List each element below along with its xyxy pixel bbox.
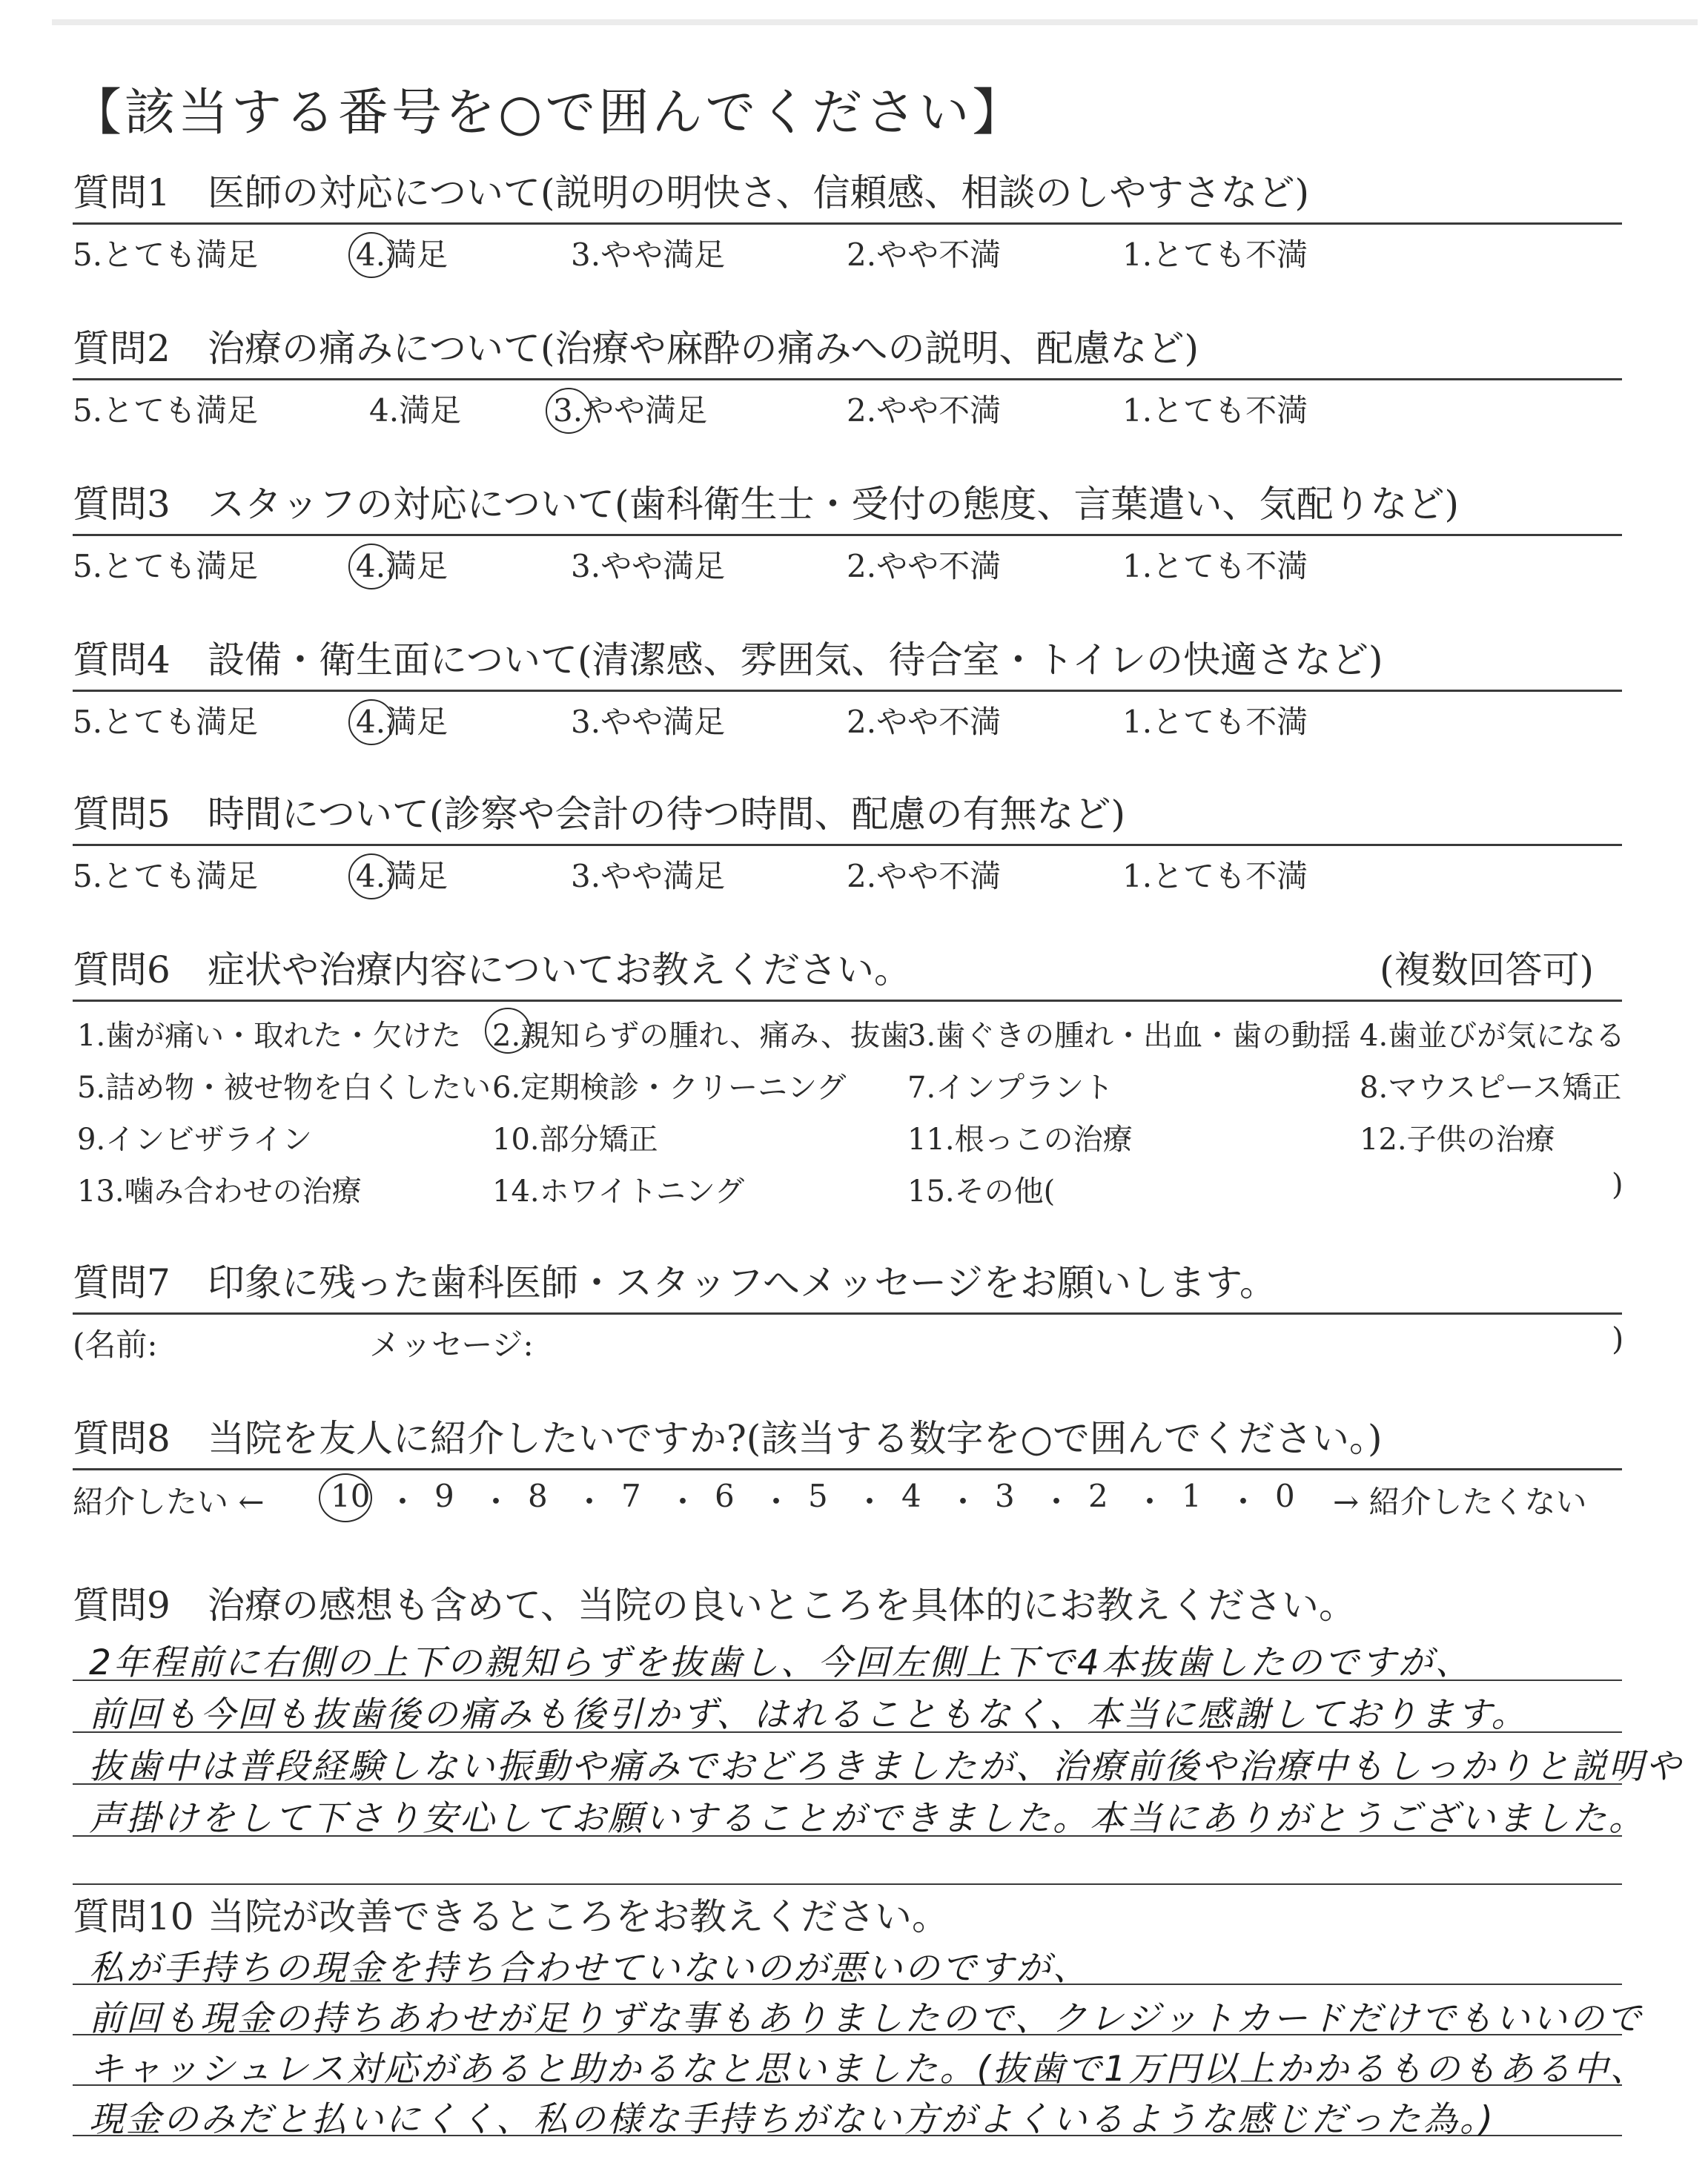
symptom-option[interactable]: 6.定期検診・クリーニング	[492, 1071, 847, 1105]
rating-options	[73, 380, 1629, 429]
name-label: (名前:	[73, 1327, 158, 1363]
option-1[interactable]: 1.とても不満	[1122, 858, 1308, 894]
option-5[interactable]: 5.とても満足	[73, 548, 259, 584]
option-3[interactable]: 3.やや満足	[571, 237, 726, 273]
symptom-option[interactable]: 13.噛み合わせの治療	[77, 1175, 362, 1209]
option-1[interactable]: 1.とても不満	[1122, 548, 1308, 584]
option-4-selected[interactable]: 4.満足	[356, 704, 448, 740]
question-1	[73, 171, 1629, 271]
page-title: 【該当する番号を○で囲んでください】	[71, 84, 1026, 142]
option-4-selected[interactable]: 4.満足	[356, 237, 448, 273]
symptom-option[interactable]: 5.詰め物・被せ物を白くしたい	[77, 1071, 491, 1105]
scale-1[interactable]: 1	[1182, 1478, 1202, 1514]
option-4[interactable]: 4.満足	[369, 392, 462, 429]
rating-options	[73, 846, 1629, 892]
scale-2[interactable]: 2	[1088, 1478, 1108, 1514]
option-3[interactable]: 3.やや満足	[571, 548, 726, 584]
scale-0[interactable]: 0	[1275, 1478, 1295, 1514]
symptom-option[interactable]: 1.歯が痛い・取れた・欠けた	[77, 1019, 462, 1053]
message-label: メッセージ:	[369, 1327, 534, 1363]
symptom-option[interactable]: 7.インプラント	[907, 1071, 1114, 1105]
handwritten-answer	[73, 1939, 1647, 2154]
question-number: 質問5	[73, 793, 171, 836]
rating-options	[73, 692, 1629, 738]
question-text: 医師の対応について(説明の明快さ、信頼感、相談のしやすさなど)	[208, 171, 1310, 214]
multiple-answers-note: (複数回答可)	[1379, 948, 1594, 991]
question-text: 設備・衛生面について(清潔感、雰囲気、待合室・トイレの快適さなど)	[208, 638, 1383, 681]
question-text: 治療の痛みについて(治療や麻酔の痛みへの説明、配慮など)	[208, 327, 1199, 370]
scale-separator: ・	[761, 1484, 792, 1520]
question-text: スタッフの対応について(歯科衛生士・受付の態度、言葉遣い、気配りなど)	[208, 483, 1460, 526]
handwritten-answer	[73, 1628, 1683, 1883]
question-5	[73, 792, 1629, 892]
symptom-options	[73, 1002, 1629, 1215]
scale-separator: ・	[574, 1484, 606, 1520]
answer-line: 声掛けをして下さり安心してお願いすることができました。本当にありがとうございました。	[89, 1798, 1646, 1839]
question-number: 質問7	[73, 1261, 171, 1304]
scale-8[interactable]: 8	[528, 1478, 548, 1514]
question-number: 質問8	[73, 1417, 171, 1460]
option-2[interactable]: 2.やや不満	[847, 704, 1002, 740]
question-4	[73, 638, 1629, 738]
question-number: 質問10	[73, 1895, 194, 1938]
option-4-selected[interactable]: 4.満足	[356, 548, 448, 584]
scale-separator: ・	[1228, 1484, 1260, 1520]
answer-line: キャッシュレス対応があると助かるなと思いました。(抜歯で1万円以上かかるものもある中、	[89, 2049, 1647, 2090]
question-10	[73, 1895, 1647, 2154]
recommend-right-label: → 紹介したくない	[1333, 1484, 1587, 1520]
option-3[interactable]: 3.やや満足	[571, 704, 726, 740]
option-5[interactable]: 5.とても満足	[73, 392, 259, 429]
scale-separator: ・	[947, 1484, 979, 1520]
question-number: 質問4	[73, 638, 171, 681]
answer-line: 現金のみだと払いにくく、私の様な手持ちがない方がよくいるような感じだった為。)	[89, 2099, 1495, 2140]
question-text: 印象に残った歯科医師・スタッフへメッセージをお願いします。	[208, 1261, 1277, 1304]
scale-5[interactable]: 5	[808, 1478, 828, 1514]
message-close-paren: )	[1612, 1321, 1624, 1357]
option-5[interactable]: 5.とても満足	[73, 704, 259, 740]
message-fields	[73, 1315, 1629, 1361]
scale-7[interactable]: 7	[621, 1478, 641, 1514]
scale-9[interactable]: 9	[434, 1478, 454, 1514]
rating-options	[73, 536, 1629, 582]
answer-line: 私が手持ちの現金を持ち合わせていないのが悪いのですが、	[89, 1948, 1090, 1989]
recommend-left-label: 紹介したい ←	[73, 1484, 265, 1520]
symptom-option[interactable]: 4.歯並びが気になる	[1360, 1019, 1626, 1053]
scale-4[interactable]: 4	[901, 1478, 921, 1514]
option-5[interactable]: 5.とても満足	[73, 237, 259, 273]
question-number: 質問2	[73, 327, 171, 370]
symptom-option[interactable]: 3.歯ぐきの腫れ・出血・歯の動揺	[907, 1019, 1351, 1053]
question-6	[73, 948, 1629, 1215]
scale-3[interactable]: 3	[995, 1478, 1015, 1514]
symptom-option[interactable]: 9.インビザライン	[77, 1123, 312, 1157]
top-edge-line	[52, 19, 1698, 25]
scale-6[interactable]: 6	[715, 1478, 735, 1514]
symptom-option[interactable]: 14.ホワイトニング	[492, 1175, 745, 1209]
question-3	[73, 482, 1629, 582]
question-8	[73, 1416, 1629, 1519]
question-text: 症状や治療内容についてお教えください。	[208, 948, 911, 991]
scale-separator: ・	[1041, 1484, 1073, 1520]
question-number: 質問3	[73, 483, 171, 526]
question-number: 質問6	[73, 948, 171, 991]
option-5[interactable]: 5.とても満足	[73, 858, 259, 894]
symptom-option-selected[interactable]: 2.親知らずの腫れ、痛み、抜歯	[492, 1012, 910, 1054]
option-2[interactable]: 2.やや不満	[847, 392, 1002, 429]
option-2[interactable]: 2.やや不満	[847, 237, 1002, 273]
symptom-option[interactable]: 8.マウスピース矯正	[1360, 1071, 1622, 1105]
other-close-paren: )	[1612, 1168, 1623, 1202]
scale-separator: ・	[667, 1484, 699, 1520]
symptom-option[interactable]: 10.部分矯正	[492, 1123, 658, 1157]
option-2[interactable]: 2.やや不満	[847, 548, 1002, 584]
option-1[interactable]: 1.とても不満	[1122, 704, 1308, 740]
scale-10-selected[interactable]: 10	[331, 1478, 371, 1514]
question-number: 質問1	[73, 171, 171, 214]
option-3[interactable]: 3.やや満足	[571, 858, 726, 894]
rating-options	[73, 225, 1629, 271]
question-text: 治療の感想も含めて、当院の良いところを具体的にお教えください。	[208, 1584, 1356, 1627]
option-1[interactable]: 1.とても不満	[1122, 392, 1308, 429]
question-9	[73, 1583, 1683, 1883]
answer-line: 2年程前に右側の上下の親知らずを抜歯し、今回左側上下で4本抜歯したのですが、	[89, 1642, 1472, 1683]
question-text: 時間について(診察や会計の待つ時間、配慮の有無など)	[208, 793, 1126, 836]
scale-separator: ・	[854, 1484, 886, 1520]
question-2	[73, 326, 1629, 429]
option-4-selected[interactable]: 4.満足	[356, 858, 448, 894]
symptom-option-other[interactable]: 15.その他(	[907, 1175, 1056, 1209]
writing-line	[73, 1883, 1622, 1885]
symptom-option[interactable]: 11.根っこの治療	[907, 1123, 1133, 1157]
option-1[interactable]: 1.とても不満	[1122, 237, 1308, 273]
question-text: 当院が改善できるところをお教えください。	[208, 1895, 949, 1938]
recommend-scale	[73, 1470, 1629, 1519]
option-3-selected[interactable]: 3.やや満足	[553, 392, 708, 429]
question-number: 質問9	[73, 1584, 171, 1627]
answer-line: 抜歯中は普段経験しない振動や痛みでおどろきましたが、治療前後や治療中もしっかりと説明や	[89, 1746, 1683, 1787]
answer-line: 前回も今回も抜歯後の痛みも後引かず、はれることもなく、本当に感謝しております。	[89, 1694, 1529, 1735]
question-7	[73, 1261, 1629, 1361]
option-2[interactable]: 2.やや不満	[847, 858, 1002, 894]
answer-line: 前回も現金の持ちあわせが足りずな事もありましたので、クレジットカードだけでもいいので	[89, 1998, 1644, 2039]
question-text: 当院を友人に紹介したいですか?(該当する数字を○で囲んでください。)	[208, 1417, 1383, 1460]
scale-separator: ・	[387, 1484, 419, 1520]
symptom-option[interactable]: 12.子供の治療	[1360, 1123, 1555, 1157]
scale-separator: ・	[480, 1484, 512, 1520]
scale-separator: ・	[1134, 1484, 1166, 1520]
